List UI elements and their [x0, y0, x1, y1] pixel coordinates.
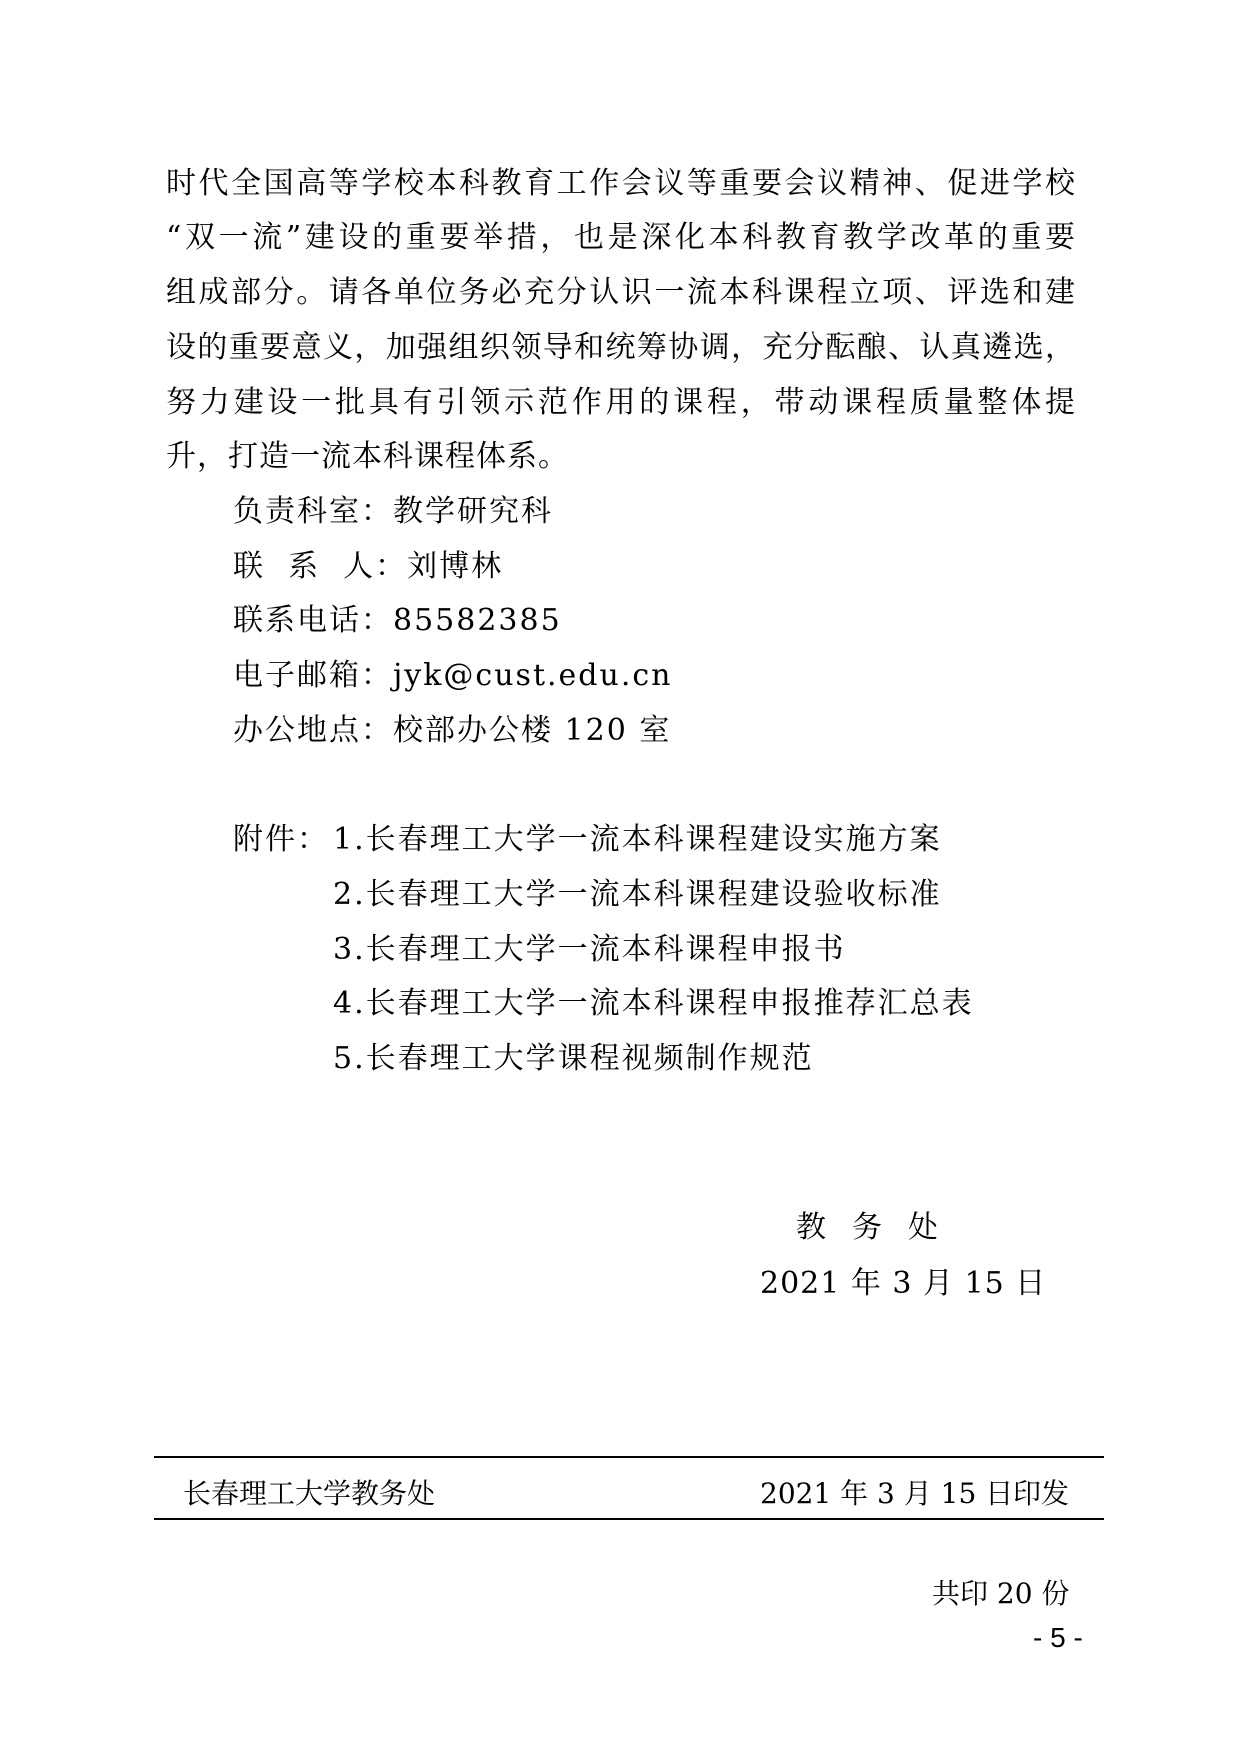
attachment-item: 2.长春理工大学一流本科课程建设验收标准 [333, 877, 942, 912]
signature-office: 教务处 [796, 1210, 964, 1245]
footer-issuer: 长春理工大学教务处 [183, 1477, 436, 1510]
footer-issue-date: 2021 年 3 月 15 日 [760, 1477, 1014, 1510]
footer-copies: 共印 20 份 [932, 1577, 1070, 1610]
body-line: 组成部分。请各单位务必充分认识一流本科课程立项、评选和建 [166, 275, 1076, 310]
attachments-label: 附件： [233, 822, 329, 857]
contact-person: 联 系 人：刘博林 [233, 549, 504, 584]
footer-issue-action: 印发 [1013, 1477, 1070, 1510]
body-line: 升，打造一流本科课程体系。 [166, 439, 569, 474]
contact-phone: 联系电话：85582385 [233, 603, 562, 638]
attachment-item: 3.长春理工大学一流本科课程申报书 [333, 932, 846, 967]
body-line: 时代全国高等学校本科教育工作会议等重要会议精神、促进学校 [166, 166, 1076, 201]
footer-top-rule [154, 1456, 1104, 1458]
attachment-item: 5.长春理工大学课程视频制作规范 [333, 1041, 814, 1076]
contact-location: 办公地点：校部办公楼 120 室 [233, 713, 672, 748]
body-line: “双一流”建设的重要举措，也是深化本科教育教学改革的重要 [166, 220, 1076, 255]
attachment-item: 1.长春理工大学一流本科课程建设实施方案 [333, 822, 942, 857]
footer-bottom-rule [154, 1518, 1104, 1520]
signature-date: 2021 年 3 月 15 日 [760, 1266, 1047, 1301]
page-number: - 5 - [1033, 1622, 1083, 1653]
attachment-item: 4.长春理工大学一流本科课程申报推荐汇总表 [333, 986, 974, 1021]
contact-department: 负责科室：教学研究科 [233, 494, 553, 529]
body-line: 设的重要意义，加强组织领导和统筹协调，充分酝酿、认真遴选， [166, 330, 1076, 365]
body-line: 努力建设一批具有引领示范作用的课程，带动课程质量整体提 [166, 385, 1076, 420]
contact-email: 电子邮箱：jyk@cust.edu.cn [233, 658, 673, 693]
